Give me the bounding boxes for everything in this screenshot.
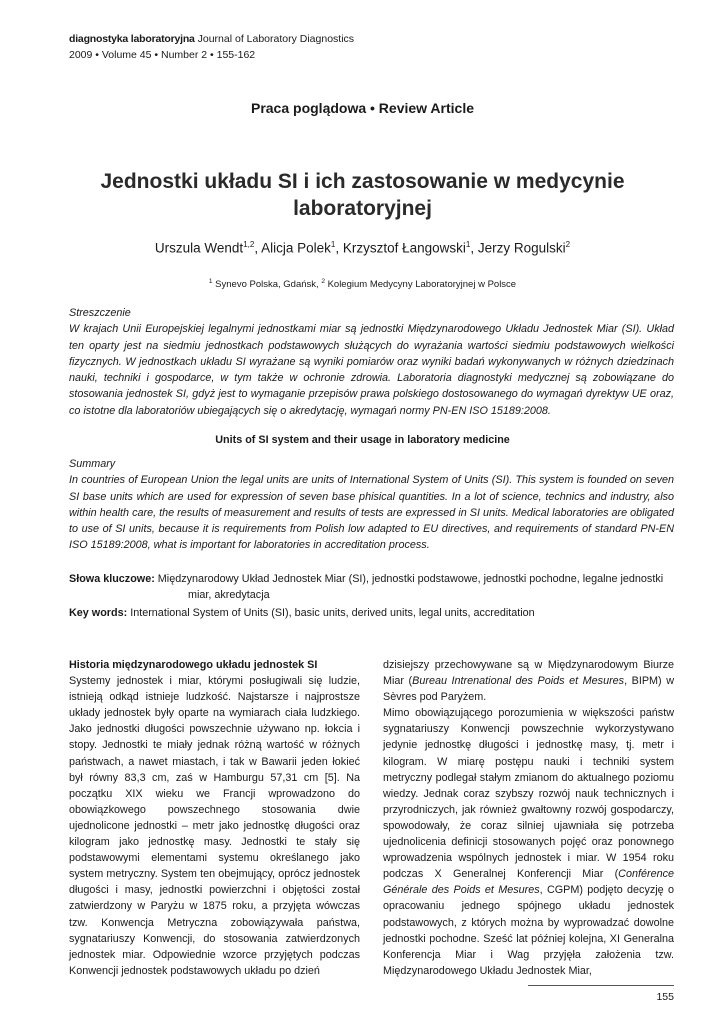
- affiliation-number: 2: [321, 278, 325, 285]
- author-name: Krzysztof Łangowski: [342, 240, 466, 256]
- journal-header: [69, 31, 354, 63]
- author-affiliation-mark: 1: [465, 240, 471, 249]
- abstract-text: W krajach Unii Europejskiej legalnymi jednostkami miar są jednostki Międzynarodowego Układu Jednostek Miar (SI). Układ ten oparty jest na siedmiu jednostkach podstawowych służących do wyrażania wartości siedmiu podstawowych wielkości fizycznych. W jednostkach układu SI wyrażane są wyniki pomiarów oraz wyniki badań wykonywanych w różnych dziedzinach nauki, techniki i gospodarce, w tym także w ochronie zdrowia. Laboratoria diagnostyki medycznej są zobowiązane do stosowania jednostek SI, gdyż jest to wymaganie przepisów prawa polskiego dostosowanego do wymagań dyrektyw UE oraz, co istotne dla laboratoriów ubiegających się o akredytację, wymagań normy PN-EN ISO 15189:2008.: [69, 323, 674, 417]
- text-run: , CGPM) podjęto decyzję o opracowaniu jednego spójnego układu jednostek podstawowych, z których można by wyprowadzać dowolne jednostki pochodne. Sześć lat później kolejna, XI Generalna Konferencja Miar i Wag przyjęła założenia tzw. Międzynarodowego Układu Jednostek Miar,: [383, 884, 674, 977]
- italic-run: Conférence Générale des Poids et Mesures: [383, 868, 674, 897]
- body-column-right: [383, 657, 674, 979]
- keywords-english: [69, 605, 674, 621]
- keywords-text: International System of Units (SI), basic units, derived units, legal units, accreditation: [127, 607, 535, 619]
- affiliations: [0, 278, 725, 290]
- author-name: Urszula Wendt: [154, 240, 244, 256]
- journal-brand: diagnostyka laboratoryjna: [69, 33, 195, 45]
- article-title: Jednostki układu SI i ich zastosowanie w medycynie laboratoryjnej: [100, 170, 625, 220]
- author-separator: ,: [335, 240, 343, 256]
- text-run: Mimo obowiązującego porozumienia w większości państw sygnatariuszy Konwencji powszechnie wykorzystywano jedynie jednostkę długości i jednostkę masy, tj. metr i kilogram. W miarę postępu nauki i techniki system metryczny podlegał stałym zmianom do aktualnego poziomu wiedzy. Jednak coraz szybszy rozwój nauk technicznych i przyrodniczych, jak również gwałtowny rozwój gospodarczy, spowodowały, że coraz silniej ujawniała się potrzeba ujednolicenia definicji stosowanych pojęć oraz ponownego wprowadzenia wspólnych jednostek i miar. W 1954 roku podczas X Generalnej Konferencji Miar (: [383, 707, 674, 881]
- body-paragraph: Systemy jednostek i miar, którymi posługiwali się ludzie, istnieją odkąd istnieje ludzkość. Najstarsze i najprostsze układy jednostek były oparte na wymiarach ciała ludzkiego. Jako jednostki długości powszechnie używano np. łokcia i stopy. Jednostki te miały jednak różną wartość w różnych państwach, a nawet miastach, i tak w Bawarii jeden łokieć był równy 83,3 cm, zaś w Hamburgu 57,31 cm [5]. Na początku XIX wieku we Francji wprowadzono do obowiązkowego powszechnego stosowania dwie ujednolicone jednostki – metr jako jednostkę długości oraz kilogram jako jednostkę masy. Jednostki te stały się podstawowymi elementami systemu określanego jako system metryczny. System ten obejmujący, oprócz jednostek długości i masy, jednostki powierzchni i objętości został zatwierdzony w Paryżu w 1875 roku, a przyjęta wówczas tzw. Konwencja Metryczna zobowiązywała państwa, sygnatariuszy Konwencji, do stosowania zatwierdzonych jednostek miar. Odpowiednie wzorce przyjętych podczas Konwencji jednostek podstawowych układu po dzień: [69, 675, 360, 977]
- page-number: 155: [656, 991, 674, 1003]
- body-column-left: [69, 657, 360, 979]
- article-type: Praca poglądowa • Review Article: [250, 100, 474, 116]
- summary-label: Summary: [69, 458, 116, 470]
- abstract-polish: [69, 305, 674, 419]
- journal-name: Journal of Laboratory Diagnostics: [194, 33, 355, 45]
- italic-run: Bureau Intrenational des Poids et Mesures: [412, 675, 625, 688]
- author-list: [0, 240, 725, 256]
- english-title: Units of SI system and their usage in laboratory medicine: [215, 434, 510, 446]
- summary-text: In countries of European Union the legal units are units of International System of Units (SI). This system is founded on seven SI base units which are used for expression of seven base phisical quantities. In a lot of science, technics and industry, also within health care, the results of measurement and results of tests are expressed in SI units. Medical laboratories are obligated to use of SI units, because it is requirements from Polish low adapted to EU directives, and requirements of standard PN-EN ISO 15189:2008, what is important for laboratories in accreditation process.: [69, 474, 674, 552]
- author-affiliation-mark: 1: [330, 240, 336, 249]
- body-paragraph: [383, 705, 674, 979]
- affiliation-text: Kolegium Medycyny Laboratoryjnej w Polsce: [324, 279, 517, 291]
- affiliation-number: 1: [208, 278, 213, 285]
- affiliation-text: Synevo Polska, Gdańsk,: [212, 279, 322, 291]
- text-run: dzisiejszy przechowywane są w Międzynarodowym Biurze Miar (: [383, 659, 674, 688]
- author-affiliation-mark: 1,2: [243, 240, 255, 249]
- author-name: Alicja Polek: [261, 240, 331, 256]
- keywords-polish: [69, 571, 674, 604]
- author-affiliation-mark: 2: [565, 240, 571, 249]
- text-run: , BIPM) w Sèvres pod Paryżem.: [383, 675, 675, 704]
- section-heading: Historia międzynarodowego układu jednostek SI: [69, 659, 318, 671]
- volume-line: 2009 • Volume 45 • Number 2 • 155-162: [69, 49, 256, 61]
- author-separator: ,: [254, 240, 262, 256]
- keywords-label: Słowa kluczowe:: [69, 573, 155, 585]
- author-name: Jerzy Rogulski: [477, 240, 566, 256]
- keywords-text: Międzynarodowy Układ Jednostek Miar (SI), jednostki podstawowe, jednostki pochodne, legalne jednostki: [154, 573, 664, 585]
- author-separator: ,: [470, 240, 478, 256]
- abstract-label: Streszczenie: [69, 307, 131, 319]
- abstract-english: [69, 456, 674, 554]
- body-paragraph: [383, 657, 674, 705]
- footer-rule: [528, 985, 674, 986]
- keywords-label: Key words:: [69, 607, 128, 619]
- keywords-text-continued: miar, akredytacja: [188, 589, 270, 602]
